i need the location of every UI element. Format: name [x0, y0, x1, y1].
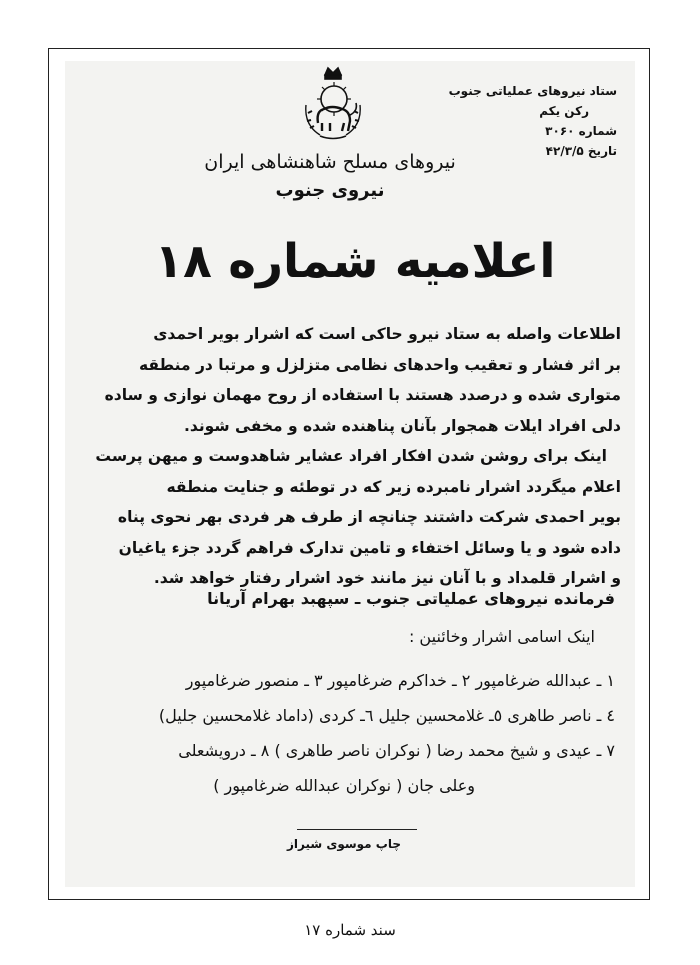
division-name: رکن یکم [539, 104, 589, 118]
names-line: ٤ ـ ناصر طاهری ٥ـ غلامحسین جلیل ٦ـ کردی (داماد غلامحسین جلیل) [158, 706, 615, 725]
document-caption: سند شماره ۱۷ [304, 921, 396, 939]
lion-and-sun-emblem-icon [298, 65, 368, 141]
names-list [85, 663, 615, 803]
body-line: و اشرار قلمداد و با آنان نیز مانند خود اشرار رفتار خواهد شد. [153, 569, 621, 587]
body-line: اینک برای روشن شدن افکار افراد عشایر شاهدوست و میهن پرست [95, 447, 607, 465]
document-date: تاریخ ۴۲/۳/۵ [545, 144, 617, 158]
body-line: بر اثر فشار و تعقیب واحدهای نظامی متزلزل و مرتبا در منطقه [139, 355, 621, 374]
names-intro: اینک اسامی اشرار وخائنین : [408, 627, 595, 646]
printer-divider [297, 829, 417, 830]
names-line: وعلی جان ( نوکران عبدالله ضرغامپور ) [213, 776, 475, 795]
commander-signature: فرمانده نیروهای عملیاتی جنوب ـ سپهبد بهرام آریانا [207, 589, 615, 608]
names-line: ۷ ـ عیدی و شیخ محمد رضا ( نوکران ناصر طاهری ) ۸ ـ درویشعلی [178, 741, 615, 760]
organization-title: نیروهای مسلح شاهنشاهی ایران [204, 151, 456, 173]
organization-subtitle: نیروی جنوب [275, 180, 385, 201]
organization-heading [165, 149, 495, 205]
hq-name: ستاد نیروهای عملیاتی جنوب [448, 84, 617, 98]
body-line: اعلام میگردد اشرار نامبرده زیر که در توطئه و جنایت منطقه [166, 477, 621, 496]
announcement-title: اعلامیه شماره ۱۸ [154, 234, 556, 289]
body-line: داده شود و یا وسائل اختفاء و تامین تدارک فراهم گردد جزء یاغیان [118, 538, 621, 557]
printer-credit: چاپ موسوی شیراز [286, 837, 401, 851]
body-line: دلی افراد ایلات همجوار بآنان پناهنده شده و مخفی شوند. [184, 416, 621, 435]
body-line: بویر احمدی شرکت داشتند چنانچه از طرف هر فردی بهر نحوی پناه [117, 508, 621, 526]
document-number: شماره ۳۰۶۰ [545, 124, 617, 138]
announcement-body [81, 319, 621, 594]
document-frame [48, 48, 650, 900]
scanned-document [65, 61, 635, 887]
names-line: ۱ ـ عبدالله ضرغامپور ۲ ـ خداکرم ضرغامپور ۳ ـ منصور ضرغامپور [185, 671, 615, 690]
body-line: اطلاعات واصله به ستاد نیرو حاکی است که اشرار بویر احمدی [153, 325, 621, 343]
body-line: متواری شده و درصدد هستند با استفاده از روح مهمان نوازی و ساده [104, 386, 621, 404]
